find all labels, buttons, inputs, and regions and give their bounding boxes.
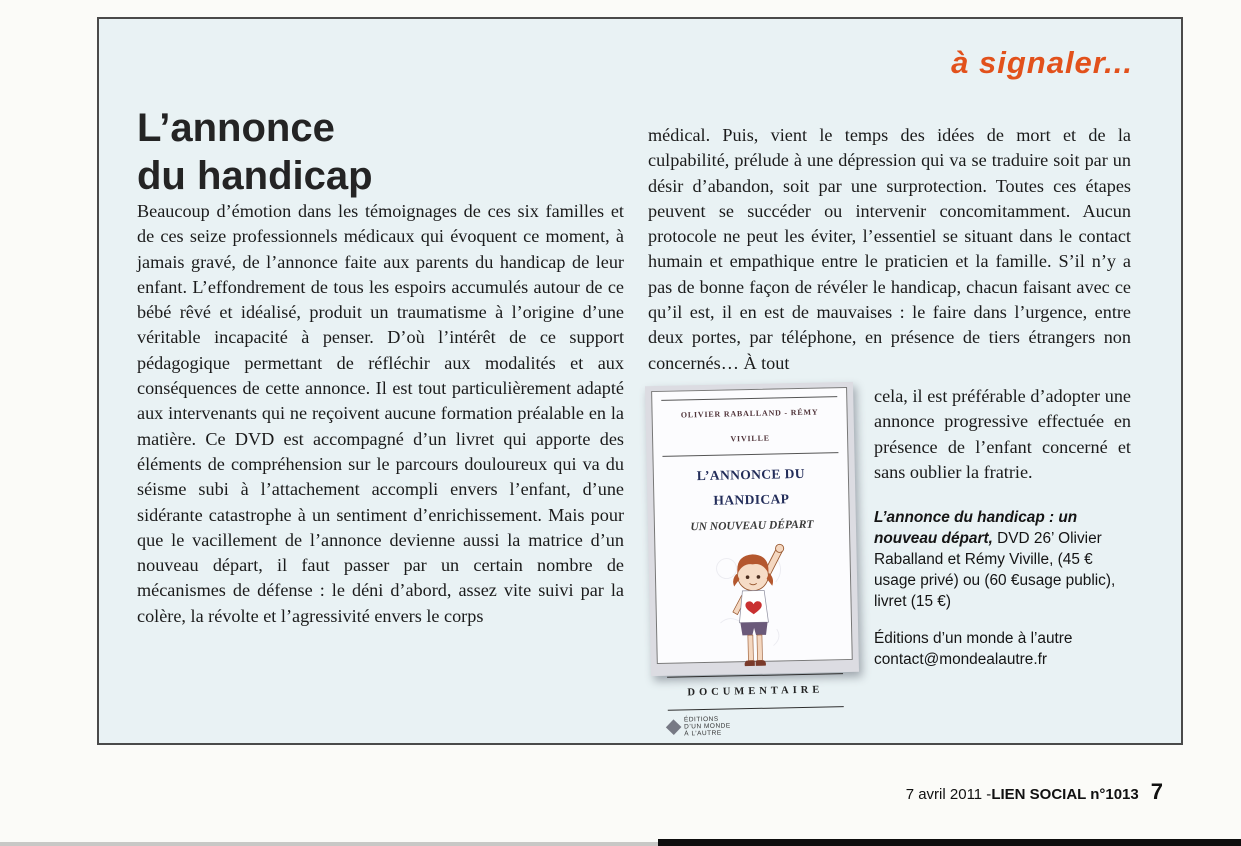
article-title (137, 104, 373, 200)
child-illustration (664, 538, 843, 678)
caption-email: contact@mondealautre.fr (874, 650, 1048, 668)
section-label: à signaler... (951, 45, 1133, 80)
dvd-publisher-logo (668, 713, 844, 738)
dvd-authors: OLIVIER RABALLAND - RÉMY VIVILLE (661, 396, 838, 456)
article-right-beside (874, 384, 1131, 670)
dvd-genre-banner: DOCUMENTAIRE (667, 674, 844, 711)
article-right-top-text: médical. Puis, vient le temps des idées de mort et de la culpabilité, prélude à une dépression qui va se traduire soit par un désir d’abandon, soit par une surprotection. Toutes ces étapes peuvent se succéder ou intervenir concomitamment. Aucun protocole ne peut les éviter, l’essentiel se situant dans le contact humain et empathique entre le praticien et la famille. S’il n’y a pas de bonne façon de révéler le handicap, chacun faisant avec ce qu’il est, il en est de mauvaises : le faire dans l’urgence, entre deux portes, par téléphone, en présence de tiers étrangers non concernés… À tout (648, 125, 1131, 373)
caption-publisher: Éditions d’un monde à l’autre (874, 629, 1073, 647)
article-column-left: Beaucoup d’émotion dans les témoignages de ces six familles et de ces seize professionnels médicaux qui évoquent ce moment, à jamais gravé, de l’annonce faite aux parents du handicap de leur enfant. L’effondrement de tous les espoirs accumulés autour de ce bébé rêvé et idéalisé, produit un traumatisme à l’origine d’une véritable incapacité à penser. D’où l’intérêt de ce support pédagogique permettant de réfléchir aux modalités et aux conséquences de cette annonce. Il est tout particulièrement adapté aux intervenants qui ne reçoivent aucune formation préalable en la matière. Ce DVD est accompagné d’un livret qui apporte des éléments de compréhension sur le parcours douloureux qui va du séisme subi à l’attachement accompli envers l’enfant, d’une sidérante catastrophe à un sentiment d’enrichissement. Mais pour que le vacillement de l’annonce devienne aussi la matrice d’un nouveau départ, il faut passer par un certain nombre de mécanismes de défense : le déni d’abord, assez vite suivi par la colère, la révolte et l’agressivité envers le corps (137, 201, 624, 626)
publisher-logo-icon (666, 719, 682, 735)
scan-edge-artifact-dark (658, 839, 1241, 846)
caption-main (874, 507, 1131, 612)
dvd-cover-inner (651, 387, 853, 738)
dvd-cover (645, 382, 859, 738)
article-title-line1: L’annonce (137, 105, 335, 150)
scan-edge-artifact-light (0, 842, 658, 846)
magazine-page-frame (97, 17, 1183, 745)
page-footer (906, 779, 1163, 805)
dvd-and-caption-row (648, 384, 1131, 738)
dvd-caption (874, 507, 1131, 669)
footer-page-number: 7 (1150, 779, 1163, 804)
footer-date: 7 avril 2011 - (905, 786, 992, 803)
footer-journal-issue: LIEN SOCIAL n°1013 (991, 786, 1139, 803)
caption-details: DVD 26’ Olivier Raballand et Rémy Viville, (45 € usage privé) ou (60 €usage public), livret (15 €) (874, 530, 1116, 611)
publisher-line: ÉDITIONS (683, 715, 719, 724)
publisher-line: À L’AUTRE (684, 729, 722, 738)
article-column-right (648, 123, 1131, 738)
article-right-beside-text: cela, il est préférable d’adopter une annonce progressive effectuée en présence de l’enfant concerné et sans oublier la fratrie. (874, 385, 1131, 482)
caption-work-title: L’annonce du handicap : un nouveau départ, (874, 509, 1078, 548)
dvd-subtitle: UN NOUVEAU DÉPART (690, 518, 814, 534)
publisher-name (684, 715, 731, 737)
dvd-title: L’ANNONCE DU HANDICAP (696, 465, 806, 508)
article-title-line2: du handicap (137, 153, 373, 198)
publisher-line: D’UN MONDE (684, 722, 731, 731)
